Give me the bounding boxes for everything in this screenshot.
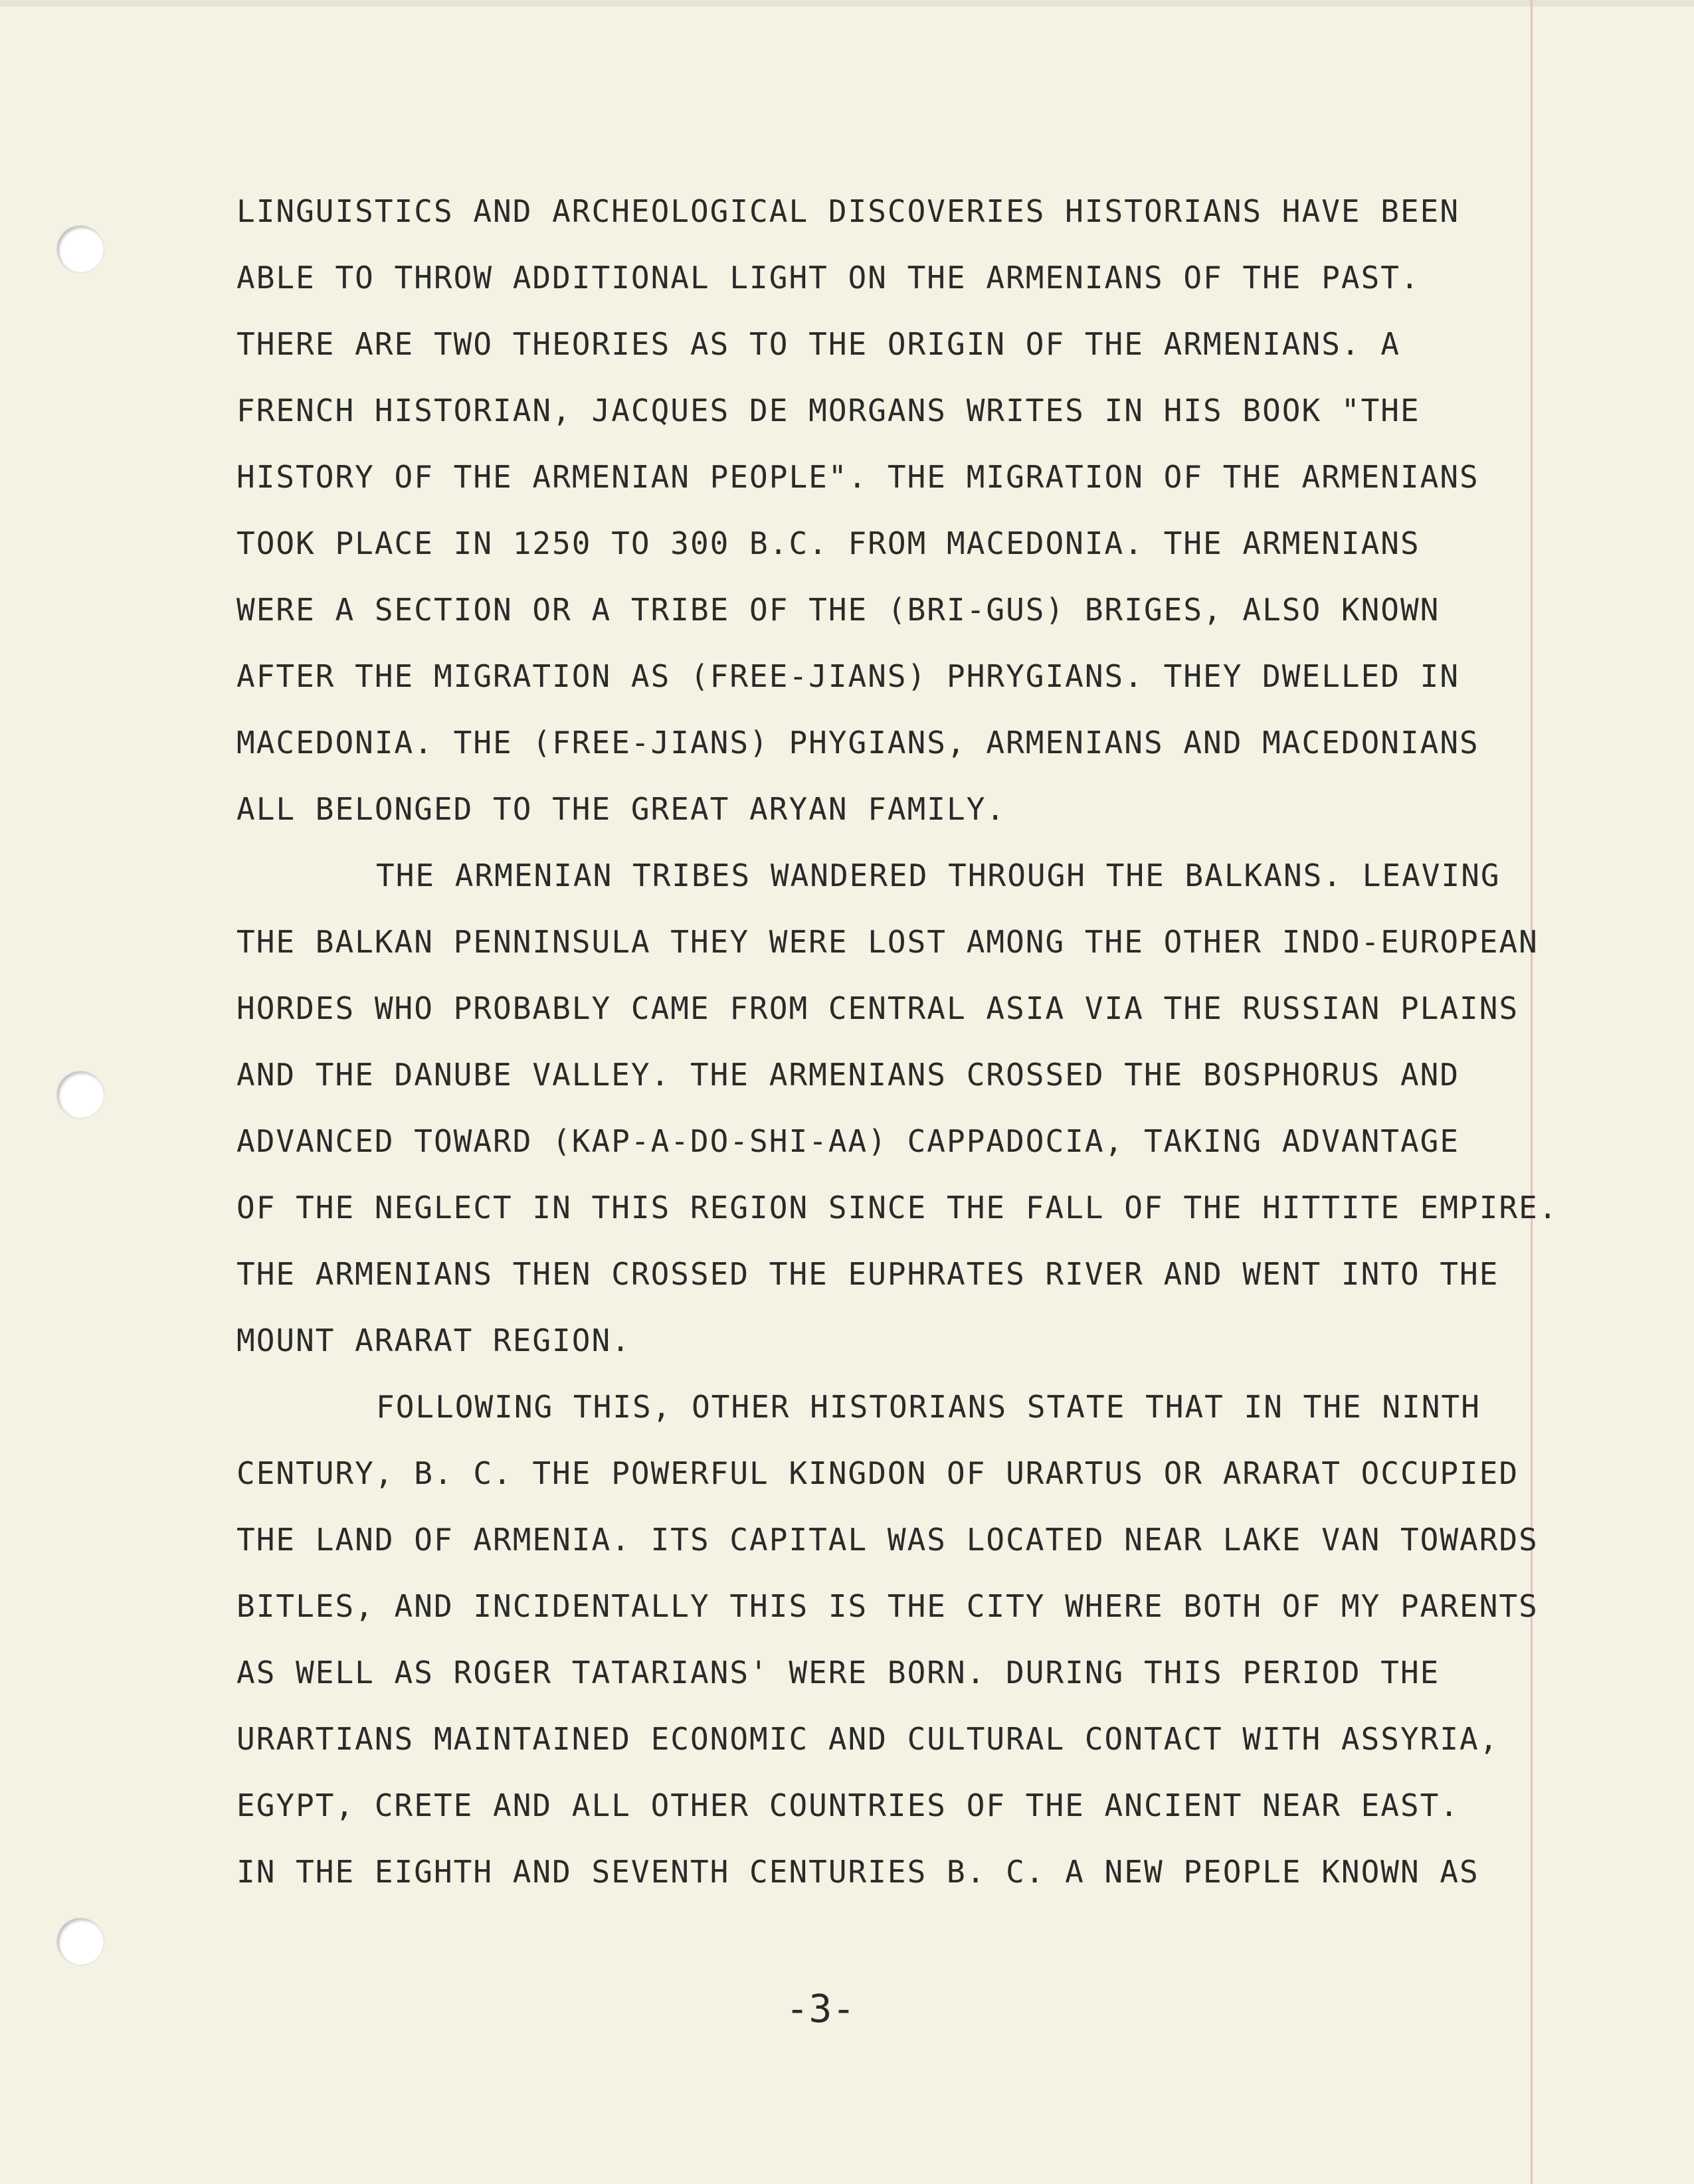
text-line: AFTER THE MIGRATION AS (FREE-JIANS) PHRYGIANS. THEY DWELLED IN — [236, 658, 1460, 694]
text-line: HORDES WHO PROBABLY CAME FROM CENTRAL ASIA VIA THE RUSSIAN PLAINS — [236, 990, 1519, 1026]
text-line: OF THE NEGLECT IN THIS REGION SINCE THE FALL OF THE HITTITE EMPIRE. — [236, 1190, 1558, 1226]
text-line: LINGUISTICS AND ARCHEOLOGICAL DISCOVERIES HISTORIANS HAVE BEEN — [236, 193, 1460, 229]
text-line: THE BALKAN PENNINSULA THEY WERE LOST AMONG THE OTHER INDO-EUROPEAN — [236, 924, 1539, 960]
text-line: MACEDONIA. THE (FREE-JIANS) PHYGIANS, ARMENIANS AND MACEDONIANS — [236, 725, 1479, 761]
text-line: BITLES, AND INCIDENTALLY THIS IS THE CITY WHERE BOTH OF MY PARENTS — [236, 1588, 1539, 1624]
paragraph — [236, 178, 1578, 842]
text-line: AS WELL AS ROGER TATARIANS' WERE BORN. DURING THIS PERIOD THE — [236, 1655, 1440, 1690]
typed-text-body — [236, 178, 1578, 1905]
text-line: WERE A SECTION OR A TRIBE OF THE (BRI-GUS) BRIGES, ALSO KNOWN — [236, 592, 1440, 628]
text-line: ABLE TO THROW ADDITIONAL LIGHT ON THE ARMENIANS OF THE PAST. — [236, 260, 1420, 296]
text-line: ADVANCED TOWARD (KAP-A-DO-SHI-AA) CAPPADOCIA, TAKING ADVANTAGE — [236, 1123, 1460, 1159]
text-line: THE LAND OF ARMENIA. ITS CAPITAL WAS LOCATED NEAR LAKE VAN TOWARDS — [236, 1522, 1539, 1558]
text-line: THE ARMENIAN TRIBES WANDERED THROUGH THE BALKANS. LEAVING — [376, 858, 1501, 893]
text-line: FRENCH HISTORIAN, JACQUES DE MORGANS WRITES IN HIS BOOK "THE — [236, 393, 1420, 428]
paragraph — [236, 1374, 1578, 1905]
text-line: FOLLOWING THIS, OTHER HISTORIANS STATE THAT IN THE NINTH — [376, 1389, 1481, 1425]
punch-hole-icon — [57, 226, 104, 272]
text-line: CENTURY, B. C. THE POWERFUL KINGDON OF URARTUS OR ARARAT OCCUPIED — [236, 1455, 1519, 1491]
text-line: TOOK PLACE IN 1250 TO 300 B.C. FROM MACEDONIA. THE ARMENIANS — [236, 525, 1420, 561]
text-line: URARTIANS MAINTAINED ECONOMIC AND CULTURAL CONTACT WITH ASSYRIA, — [236, 1721, 1499, 1757]
text-line: EGYPT, CRETE AND ALL OTHER COUNTRIES OF THE ANCIENT NEAR EAST. — [236, 1787, 1460, 1823]
paper-top-edge — [0, 0, 1694, 7]
text-line: MOUNT ARARAT REGION. — [236, 1322, 631, 1358]
text-line: THERE ARE TWO THEORIES AS TO THE ORIGIN OF THE ARMENIANS. A — [236, 326, 1400, 362]
text-line: HISTORY OF THE ARMENIAN PEOPLE". THE MIGRATION OF THE ARMENIANS — [236, 459, 1479, 495]
page-number: -3- — [785, 1986, 856, 2031]
text-line: THE ARMENIANS THEN CROSSED THE EUPHRATES RIVER AND WENT INTO THE — [236, 1256, 1499, 1292]
paragraph — [236, 842, 1578, 1374]
text-line: ALL BELONGED TO THE GREAT ARYAN FAMILY. — [236, 791, 1006, 827]
punch-hole-icon — [57, 1071, 104, 1118]
punch-hole-icon — [57, 1918, 104, 1965]
text-line: IN THE EIGHTH AND SEVENTH CENTURIES B. C. A NEW PEOPLE KNOWN AS — [236, 1854, 1479, 1890]
text-line: AND THE DANUBE VALLEY. THE ARMENIANS CROSSED THE BOSPHORUS AND — [236, 1057, 1460, 1093]
